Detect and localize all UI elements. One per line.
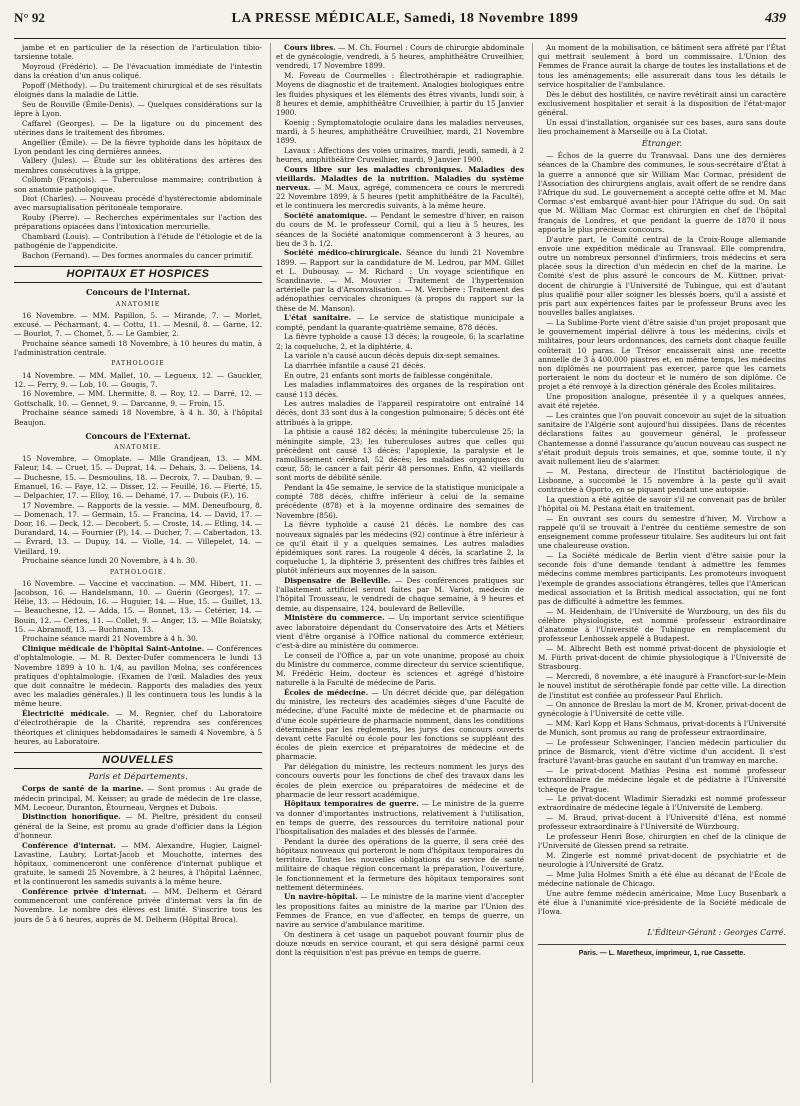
paragraph: — Mme Julia Holmes Smith a été élue au décanat de l'École de médecine nationale de Chicago.	[538, 869, 786, 889]
paragraph-body: — Un décret décide que, par délégation du ministre, les recteurs des académies sièges d'une Faculté de médecine, d'une Faculté mixte de médecine et de pharmacie ou d'une école supérieure de pharmacie nomment, dans les conditions déterminées par les règlements, les jurys des concours ouverts devant cette Faculté ou école pour les fonctions se suppléant des écoles de plein exercice et préparatoires de médecine et de pharmacie.	[276, 688, 524, 762]
printer-line: Paris. — L. Maretheux, imprimeur, 1, rue Cassette.	[538, 944, 786, 958]
paragraph: Dès le début des hostilités, ce navire revêtirait ainsi un caractère exclusivement hospitalier et serait à la disposition de l'état-major général.	[538, 89, 786, 117]
paragraph: La variole n'a causé aucun décès depuis dix-sept semaines.	[284, 351, 501, 361]
paragraph: Angellier (Émile). — De la fièvre typhoïde dans les hôpitaux de Lyon pendant les cinq dernières années.	[14, 137, 262, 156]
text-columns	[14, 43, 786, 1083]
paragraph-body: — MM. Alexandre, Hugier, Laignel-Lavastine, Laubry, Lortat-Jacob et Mouchotte, internes des hôpitaux, commenceront une conférence d'internat publique et gratuite, le samedi 25 Novembre, à 2 heures, à l'hôpital Laënnec, et la continueront les samedis suivants à la même heure.	[14, 840, 262, 887]
paragraph: Popoff (Méthody). — Du traitement chirurgical et de ses résultats éloignés dans la maladie de Little.	[14, 80, 262, 100]
small-caps-heading: ANATOMIE	[115, 300, 161, 308]
paragraph: Rouby (Pierre). — Recherches expérimentales sur l'action des préparations opiacées dans l'intoxication mercurielle.	[14, 213, 262, 232]
paragraph: — MM. Karl Kopp et Hans Schmaus, privat-docents à l'Université de Munich, sont promus au rang de professeur extraordinaire.	[538, 719, 786, 738]
paragraph: Prochaine séance lundi 20 Novembre, à 4 h. 30.	[22, 556, 198, 566]
paragraph: 16 Novembre. — Vaccine et vaccination. — MM. Hibert, 11. — Jacobson, 16. — Handelsmann, 10. — Guérin (Georges), 17. — Hélie, 13. — Hédouin, 16. — Huguier, 14. — Hue, 15. — Guillet, 13. — Beauchesne, 12. — Adda, 15. — Bonnet, 13. — Cetérier, 14. — Bouin, 12. — Certes, 11. — Collet, 9. — Anger, 13. — Mlle Boïatsky, 15. — Abramoff, 13. — Buchmann, 13.	[14, 578, 262, 634]
run-in-heading: Distinction honorifique.	[22, 812, 121, 822]
paragraph: Koenig : Symptomatologie oculaire dans les maladies nerveuses, mardi, à 5 heures, amphithéâtre Cruveilhier, mardi, 21 Novembre 1899.	[276, 117, 524, 146]
paragraph: — Le privat-docent Mathias Pesina est nommé professeur extraordinaire de médecine légale et de pédiatrie à l'Université tchèque de Prague.	[538, 766, 786, 794]
subheading: Concours de l'Internat.	[85, 287, 191, 298]
paragraph-body: — Pendant le semestre d'hiver, en raison du cours de M. le professeur Cornil, qui a lieu à 5 heures, les séances de la Société anatomique commenceront à 3 heures, au lieu de 3 h. 1/2.	[276, 211, 524, 248]
paragraph-body: — Conférences d'ophtalmologie. — M. R. Dexter-Dufer commencera le lundi 13 Novembre 1899 à 10 h. 1/4, au pavillon Moïna, ses conférences pratiques d'ophtalmologie. (Examen de l'œil. Maladies des yeux que doit connaître le médecin. Rapports des maladies des yeux avec les maladies générales.) Il les continuera tous les lundis à la même heure.	[14, 644, 262, 709]
paragraph	[276, 43, 524, 71]
paragraph: Le conseil de l'Office a, par un vote unanime, proposé au choix du Ministre du commerce, comme directeur du service scientifique, M. Frédéric Heim, docteur ès sciences et agrégé d'histoire naturelle à la Faculté de médecine de Paris.	[276, 650, 524, 688]
paragraph-body: — MM. Delherm et Gérard commenceront une conférence privée d'internat vers la fin de Novembre. Le nombre des élèves est limité. S'inscrire tous les jours de 5 à 6 heures, auprès de M. Delherm (Hôpital Broca).	[14, 887, 262, 924]
paragraph: Pendant la 45e semaine, le service de la statistique municipale a compté 788 décès, chiffre inférieur à celui de la semaine précédente (878) et à la moyenne ordinaire des semaines de Novembre (856).	[276, 483, 524, 520]
paragraph	[276, 613, 524, 650]
paragraph: — Les craintes que l'on pouvait concevoir au sujet de la situation sanitaire de l'Algérie sont aujourd'hui dissipées. Dans de récentes déclarations faites au gouverneur général, le professeur Chantemesse a donné l'assurance qu'aucun nouveau cas suspect ne s'était produit depuis trois semaines, et que, somme toute, il n'y avait nullement lieu de s'alarmer.	[538, 410, 786, 466]
run-in-heading: Société médico-chirurgicale.	[284, 248, 402, 258]
paragraph: M. Zingerle est nommé privat-docent de psychiatrie et de neurologie à l'Université de Gratz.	[538, 850, 786, 870]
paragraph: — M. Albrecht Beth est nommé privat-docent de physiologie et M. Fürth privat-docent de chimie physiologique à l'Université de Strasbourg.	[538, 644, 786, 672]
paragraph: En outre, 21 enfants sont morts de faiblesse congénitale.	[284, 370, 493, 380]
paragraph	[276, 799, 524, 836]
paragraph: Prochaine séance mardi 21 Novembre à 4 h. 30.	[22, 634, 198, 644]
run-in-heading: Conférence privée d'internat.	[22, 887, 147, 897]
run-in-heading: Un navire-hôpital.	[284, 892, 358, 902]
paragraph: Seu de Rouville (Émile-Denis). — Quelques considérations sur la lèpre à Lyon.	[14, 99, 262, 118]
section-heading-hopitaux: HOPITAUX ET HOSPICES	[14, 266, 262, 283]
paragraph: La phtisie a causé 182 décès; la méningite tuberculeuse 25; la méningite simple, 23; les tuberculoses autres que celles qui précèdent ont causé 13 décès; l'apoplexie, la paralysie et le ramollissement cérébral, 52 décès; les maladies organiques du cœur, 58; le cancer a fait périr 48 personnes. Enfin, 42 vieillards sont morts de débilité sénile.	[276, 427, 524, 483]
paragraph-body: — M. Ch. Fournel : Cours de chirurgie abdominale et de gynécologie, vendredi, à 5 heures, amphithéâtre Cruveilhier, vendredi, 17 Novembre 1899.	[276, 43, 524, 71]
paragraph: — Le privat-docent Wladimir Sieradzki est nommé professeur extraordinaire de médecine légale à l'Université de Lemberg.	[538, 794, 786, 813]
small-caps-heading: ANATOMIE.	[114, 443, 162, 451]
paragraph: — La Sublime-Porte vient d'être saisie d'un projet proposant que le gouvernement impérial délivre à tous les médecins, civils et militaires, pour leurs ordonnances, des carnets dont chaque feuille coûterait 10 paras. Le Trésor encaisserait ainsi une recette annuelle de 3 à 400.000 piastres et, en même temps, les médecins non diplômés ne pourraient pas exercer, parce que les carnets porteraient le nom du docteur et le numéro de son diplôme. Ce projet a été renvoyé à la direction générale des Écoles militaires.	[538, 317, 786, 392]
paragraph	[276, 211, 524, 248]
issue-number: N° 92	[14, 10, 45, 25]
paragraph: La question a été agitée de savoir s'il ne convenait pas de brûler l'hôpital où M. Pestana était en traitement.	[538, 494, 786, 513]
column-1	[14, 43, 262, 1083]
paragraph: Chambard (Louis). — Contribution à l'étude de l'étiologie et de la pathogénie de l'appendicite.	[14, 232, 262, 251]
paragraph: Collomb (François). — Tuberculose mammaire; contribution à son anatomie pathologique.	[14, 175, 262, 194]
page-number: 439	[764, 11, 786, 26]
section-heading-nouvelles: NOUVELLES	[14, 752, 262, 769]
paragraph: — Mercredi, 8 novembre, a été inauguré à Francfort-sur-le-Mein le nouvel institut de sérothérapie fondé par cette ville. La direction de l'institut est confiée au professeur Paul Ehrlich.	[538, 672, 786, 700]
paragraph: Moyroud (Frédéric). — De l'évacuation immédiate de l'intestin dans la création d'un anus coliqué.	[14, 61, 262, 81]
masthead-title: LA PRESSE MÉDICALE, Samedi, 18 Novembre 1899	[231, 11, 579, 26]
paragraph-body: Séance du lundi 21 Novembre 1899. — Rapport sur la candidature de M. Ledrou, par MM. Gillet et L. Dubousay. — M. Richard : Un voyage scientifique en Scandinavie. — M. Mouvier : Traitement de l'hypertension artérielle par la d'Arsonvalisation. — M. Verchère : Traitement des adénopathies cervicales chroniques (à propos du rapport sur la thèse de M. Manson).	[276, 248, 524, 313]
run-in-heading: Électricité médicale.	[22, 709, 110, 719]
paragraph: Un essai d'installation, organisée sur ces bases, aura sans doute lieu prochainement à Marseille ou à La Ciotat.	[538, 117, 786, 136]
editor-signature: L'Éditeur-Gérant : Georges Carré.	[647, 928, 786, 938]
run-in-heading: Clinique médicale de l'hôpital Saint-Antoine.	[22, 644, 205, 654]
paragraph	[14, 644, 262, 708]
paragraph: — Le professeur Schweninger, l'ancien médecin particulier du prince de Bismarck, vient d'être victime d'un accident. Il s'est fracturé l'avant-bras gauche en sautant d'un tramway en marche.	[538, 738, 786, 766]
small-caps-heading: PATHOLOGIE	[111, 360, 165, 368]
paragraph: — M. Braud, privat-docent à l'Université d'Iéna, est nommé professeur extraordinaire à l'Université de Würzbourg.	[538, 813, 786, 832]
paragraph: Pendant la durée des opérations de la guerre, il sera créé des hôpitaux nouveaux qui porteront le nom d'hôpitaux temporaires du territoire. Toutes les nouvelles obligations du service de santé militaire de chaque région concernant la préparation, l'ouverture, le fonctionnement et la fermeture des hôpitaux temporaires sont nettement déterminées.	[276, 836, 524, 892]
paragraph: Une proposition analogue, présentée il y a quelques années, avait été rejetée.	[538, 392, 786, 411]
paragraph	[276, 892, 524, 929]
paragraph: Lavaux : Affections des voies urinaires, mardi, jeudi, samedi, à 2 heures, amphithéâtre Cruveilhier, mardi, 9 Janvier 1900.	[276, 145, 524, 164]
paragraph-body: — Le ministre de la marine vient d'accepter les propositions faites au ministre de la marine par l'Union des Femmes de France, en vue d'affecter, en temps de guerre, un navire au service d'ambulance maritime.	[276, 892, 524, 930]
paragraph: D'autre part, le Comité central de la Croix-Rouge allemande envoie une expédition médicale au Transvaal. Elle comprendra, outre un nombreux personnel d'infirmiers, trois médecins et sera placée sous la direction d'un médecin en chef de la marine. Le Comité s'est de plus assuré le concours de M. Küttner, privat-docent de chirurgie à l'Université de Tubingue, qui est d'autant plus qualifié pour aller soigner les blessés boers, qu'il a assisté et pris part aux expériences faites par le professeur Bruns avec les nouvelles balles anglaises.	[538, 234, 786, 318]
run-in-heading: Corps de santé de la marine.	[22, 784, 144, 794]
paragraph: 17 Novembre. — Rapports de la vessie. — MM. Deneufbourg, 8. — Domenach, 17. — Germain, 15. — Francina, 14. — David, 17. — Door, 16. — Deck, 12. — Decobert, 5. — Croste, 14. — Etling, 14. — Durandard, 14. — Fournier (P), 14. — Ducher, 7. — Cabertadon, 13. — Évrard, 13. — Dupuy, 14. — Violle, 14. — Villepelet, 14. — Vieillard, 19.	[14, 500, 262, 556]
paragraph-body: — M. Maux, agrégé, commencera ce cours le mercredi 22 Novembre 1899, à 5 heures (petit amphithéâtre de la Faculté), et le continuera les mercredis suivants, à la même heure.	[276, 183, 524, 211]
paragraph: Une autre femme médecin américaine, Mme Lucy Busenbark a été élue à l'unanimité vice-présidente de la Société médicale de l'Iowa.	[538, 888, 786, 917]
paragraph: Prochaine séance samedi 18 Novembre, à 4 h. 30, à l'hôpital Beaujon.	[14, 408, 262, 427]
paragraph: La diarrhée infantile a causé 21 décès.	[284, 360, 426, 370]
paragraph: 15 Novembre. — Omoplate. — Mlle Grandjean, 13. — MM. Faleur, 14. — Cruet, 15. — Duprat, 14. — Dehais, 3. — Deliens, 14. — Duchesne, 15. — Desmoulins, 18. — Decroix, 7. — Dauban, 9. — Emanuel, 16. — Faye, 12. — Disser, 12. — Feuillé, 16. — Fierté, 15. — Delpachier, 17. — Elloy, 16. — Dehamé, 17. — Dubois (F.), 16.	[14, 454, 262, 500]
paragraph: — M. Heidenhain, de l'Université de Wurzbourg, un des fils du célèbre physiologiste, est nommé professeur extraordinaire d'anatomie à l'Université de Tubingue en remplacement du professeur Lenhossek appelé à Budapest.	[538, 606, 786, 644]
subheading: Concours de l'Externat.	[85, 430, 191, 441]
paragraph-body: — Un important service scientifique avec laboratoire dépendant du Conservatoire des Arts et Métiers vient d'être organisé à l'Office national du commerce extérieur, c'est-à-dire au ministère du commerce.	[276, 613, 524, 650]
paragraph-body: — Le service de statistique municipale a compté, pendant la quarante-quatrième semaine, 878 décès.	[276, 313, 524, 332]
paragraph: La fièvre typhoïde a causé 21 décès. Le nombre des cas nouveaux signalés par les médecins (92) continue à être inférieur à ce qu'il était il y a quelques semaines. Les autres maladies épidémiques sont rares. La rougeole 4 décès, la scarlatine 2, la coqueluche 1, la diphtérie 3, présentent des chiffres très faibles et plutôt inférieurs aux moyennes de la saison.	[276, 520, 524, 576]
paragraph	[14, 841, 262, 887]
run-in-heading: Conférence d'internat.	[22, 840, 116, 850]
paragraph-body: — M. Regnier, chef du Laboratoire d'électrothérapie de la Charité, reprendra ses conférences théoriques et cliniques hebdomadaires le samedi 4 Novembre, à 5 heures, au Laboratoire.	[14, 709, 262, 746]
paragraph: La fièvre typhoïde a causé 13 décès; la rougeole, 6; la scarlatine 2; la coqueluche, 2, et la diphtérie, 4.	[276, 332, 524, 351]
paragraph: Par délégation du ministre, les recteurs nomment les jurys des concours ouverts pour les fonctions de chef des travaux dans les écoles de plein exercice ou préparatoires de médecine et de pharmacie de leur ressort académique.	[276, 762, 524, 799]
run-in-heading: Hôpitaux temporaires de guerre.	[284, 799, 419, 809]
paragraph	[276, 248, 524, 312]
paragraph-body: — Le ministre de la guerre va donner d'importantes instructions, relativement à l'utilisation, en temps de guerre, des ressources du territoire national pour l'hospitalisation des malades et des blessés de l'armée.	[276, 799, 524, 837]
paragraph: jambe et en particulier de la résection de l'articulation tibio-tarsienne totale.	[14, 43, 262, 62]
paragraph	[276, 576, 524, 613]
paragraph-body: — M. Pieltre, président du conseil général de la Seine, est promu au grade d'officier dans la Légion d'honneur.	[14, 812, 262, 840]
subheading-paris: Paris et Départements.	[88, 772, 188, 783]
paragraph: Bachon (Fernand). — Des formes anormales du cancer primitif.	[22, 250, 254, 260]
paragraph: Le professeur Henri Bose, chirurgien en chef de la clinique de l'Université de Giessen prend sa retraite.	[538, 832, 786, 851]
paragraph: Diot (Charles). — Nouveau procédé d'hystérectomie abdominale avec marsupialisation péritonéale temporaire.	[14, 194, 262, 213]
paragraph: Les maladies inflammatoires des organes de la respiration ont causé 113 décès.	[276, 380, 524, 399]
paragraph	[14, 709, 262, 746]
paragraph-body: — Sont promus : Au grade de médecin principal, M. Keisser; au grade de médecin de 1re classe, MM. Lecoeur, Duranton, Étourneau, Vergnes et Dubois.	[14, 784, 262, 812]
subheading-etranger: Étranger.	[641, 139, 683, 150]
paragraph: Prochaine séance samedi 18 Novembre, à 10 heures du matin, à l'administration centrale.	[14, 338, 262, 358]
paragraph: Les autres maladies de l'appareil respiratoire ont entraîné 14 décès, dont 33 sont dus à la congestion pulmonaire; 5 décès ont été attribués à la grippe.	[276, 399, 524, 427]
paragraph	[276, 165, 524, 211]
column-2	[270, 43, 524, 1083]
paragraph: — En ouvrant ses cours du semestre d'hiver, M. Virchow a rappelé qu'il se trouvait à l'entrée du centième semestre de son enseignement comme professeur titulaire. Ses auditeurs lui ont fait une chaleureuse ovation.	[538, 513, 786, 551]
paragraph: Vallery (Jules). — Étude sur les oblitérations des artères des membres consécutives à la grippe.	[14, 156, 262, 175]
paragraph-body: — Des conférences pratiques sur l'allaitement artificiel seront faites par M. Variot, médecin de l'hôpital Trousseau, le vendredi de chaque semaine, à 9 heures et demie, au dispensaire, 124, boulevard de Belleville.	[276, 576, 524, 613]
paragraph	[14, 812, 262, 840]
paragraph: — On annonce de Breslau la mort de M. Kroner, privat-docent de gynécologie à l'Université de cette ville.	[538, 700, 786, 719]
paragraph: 14 Novembre. — MM. Mallet, 10. — Legueux, 12. — Gauckler, 12. — Ferry, 9. — Lob, 10. — Gougis, 7.	[14, 370, 262, 389]
paragraph: 16 Novembre. — MM. Papillon, 5. — Mirande, 7. — Morlet, excusé. — Pécharmant, 4. — Cottu, 11. — Mesnil, 8. — Garne, 12. — Bourlot, 7. — Chomet, 5. — Le Gambier, 2.	[14, 310, 262, 339]
paragraph: 16 Novembre. — MM. Lhermitte, 8. — Roy, 12. — Darré, 12. — Gottschalk, 10. — Gennet, 9. — Darcanne, 9. — Froin, 15.	[14, 389, 262, 408]
page-header	[14, 0, 786, 39]
paragraph: Caffarel (Georges). — De la ligature ou du pincement des utérines dans le traitement des fibromes.	[14, 118, 262, 137]
paragraph	[276, 688, 524, 762]
paragraph: On destinera à cet usage un paquebot pouvant fournir plus de douze nœuds en service courant, et qui sera désigné parmi ceux dont la réquisition n'est pas prévue en temps de guerre.	[276, 929, 524, 958]
column-3	[532, 43, 786, 1083]
paragraph: — Échos de la guerre du Transvaal. Dans une des dernières séances de la Chambre des communes, le sous-secrétaire d'État à la guerre a annoncé que sir William Mac Cormac, président de l'Association des chirurgiens anglais, avait offert de se rendre dans l'Afrique du sud. Le gouvernement a accepté cette offre et M. Mac Cormac s'est embarqué avant-hier pour l'Afrique du sud. On sait que M. William Mac Cormac est chirurgien en chef de l'hôpital français de Londres, et que pendant la guerre de 1870 il nous apporta le plus précieux concours.	[538, 151, 786, 234]
run-in-heading: Cours libres.	[284, 43, 336, 52]
run-in-heading: Écoles de médecine.	[284, 688, 369, 698]
paragraph	[276, 313, 524, 331]
paragraph: — M. Pestana, directeur de l'Institut bactériologique de Lisbonne, a succombé le 15 novembre à la peste qu'il avait contractée à Oporto, en se piquant pendant une autopsie.	[538, 466, 786, 495]
run-in-heading: L'état sanitaire.	[284, 313, 352, 323]
run-in-heading: Dispensaire de Belleville.	[284, 576, 391, 586]
run-in-heading: Société anatomique.	[284, 211, 368, 221]
paragraph: Au moment de la mobilisation, ce bâtiment sera affrété par l'État qui mettrait seulement à bord un commissaire. L'Union des Femmes de France aurait la charge de toutes les installations et de tous les aménagements; elle assurerait dans tous les détails le service hospitalier de l'ambulance.	[538, 43, 786, 89]
paragraph: M. Foveau de Courmelles : Électrothérapie et radiographie. Moyens de diagnostic et de traitement. Analogies biologiques entre les fluides physiques et les éléments des êtres vivants, lundi soir, à 8 heures et demie, amphithéâtre Cruveilhier, à partir du 15 Janvier 1900.	[276, 71, 524, 117]
paragraph	[14, 887, 262, 924]
paragraph	[14, 784, 262, 812]
run-in-heading: Cours libre sur les maladies chroniques. Maladies des vieillards. Maladies de la nutrition. Maladies du système nerveux.	[276, 164, 524, 193]
small-caps-heading: PATHOLOGIE.	[109, 568, 167, 576]
run-in-heading: Ministère du commerce.	[284, 613, 385, 623]
paragraph: — La Société médicale de Berlin vient d'être saisie pour la seconde fois d'une demande tendant à admettre les femmes médecins comme membres participants. Les promoteurs invoquent l'exemple de grandes associations étrangères, telles que l'American medical association et la British medical association, qui ne font pas de difficulté à admettre les femmes.	[538, 550, 786, 606]
